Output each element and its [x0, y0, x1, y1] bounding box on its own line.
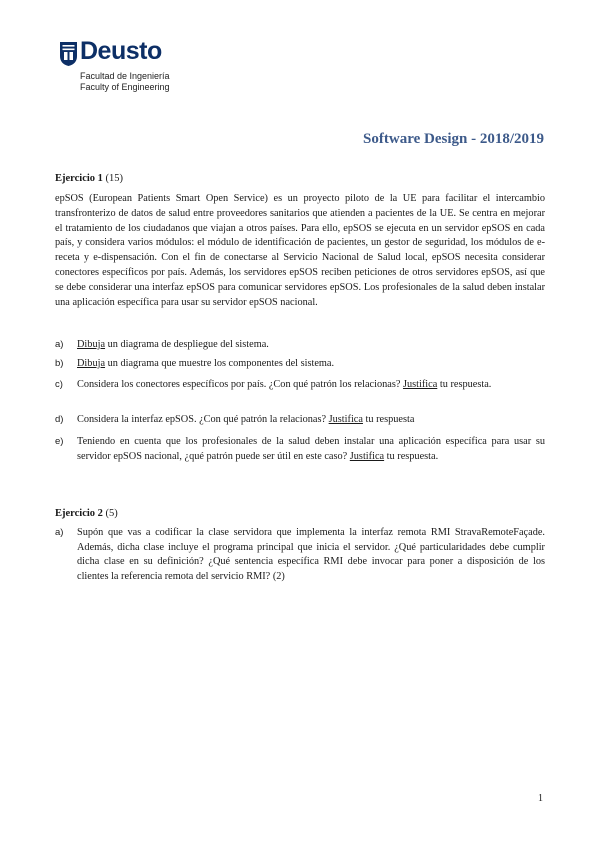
item-text: Supón que vas a codificar la clase servidora que implementa la interfaz remota RMI StravaRemoteFaçade. Además, dicha clase incluye el programa principal que inicia el servidor. ¿Qué particularidades debe cumplir dicha clase en su definición? ¿Qué sentencia específica RMI debe invocar para poner a disposición de los clientes la referencia remota del servicio RMI? (2) — [77, 527, 545, 582]
item-label: a) — [55, 527, 64, 538]
logo-subtitle-es: Facultad de Ingeniería — [80, 71, 170, 81]
item-text — [77, 338, 545, 353]
exercise-2-points: (5) — [105, 508, 118, 519]
item-text — [77, 357, 545, 372]
item-text-start: Considera los conectores específicos por país. ¿Con qué patrón los relacionas? — [77, 379, 403, 390]
exercise-1-statement: epSOS (European Patients Smart Open Service) es un proyecto piloto de la UE para facilitar el intercambio transfronterizo de datos de salud entre proveedores sanitarios que atienden a pacientes de la UE. Se centra en mejorar el tratamiento de los ciudadanos que viajan a otros países. Para ello, epSOS se ejecuta en un servidor epSOS en cada país, y considera varios módulos: el módulo de identificación de pacientes, un gestor de seguridad, los módulos de e-receta y e-dispensación. Con el fin de conectarse al Servicio Nacional de Salud local, epSOS necesita considerar conectores específicos por país. Además, los servidores epSOS reciben peticiones de otros servidores epSOS, así que se debe considerar una interfaz epSOS para comunicar servidores epSOS. Los profesionales de la salud deben instalar una aplicación específica para usar su servidor epSOS nacional. — [55, 193, 545, 308]
exercise-2-title: Ejercicio 2 — [55, 508, 103, 519]
item-text-rest: un diagrama de despliegue del sistema. — [105, 339, 269, 350]
exercise-1-item-a — [55, 338, 545, 353]
exercise-1-item-c — [55, 378, 545, 393]
item-label: d) — [55, 414, 64, 425]
item-label: e) — [55, 436, 64, 447]
item-keyword: Justifica — [349, 450, 385, 462]
item-keyword: Dibuja — [77, 358, 106, 369]
item-text-rest: un diagrama que muestre los componentes del sistema. — [105, 358, 335, 369]
exercise-2-heading — [55, 508, 118, 519]
exercise-1-heading — [55, 173, 123, 184]
exercise-2-item-a — [55, 526, 545, 584]
item-label: b) — [55, 358, 64, 369]
exercise-1-item-d — [55, 413, 545, 428]
item-label: a) — [55, 339, 64, 350]
item-text-rest: tu respuesta — [362, 414, 415, 425]
page-number: 1 — [538, 793, 543, 804]
exercise-1-points: (15) — [105, 173, 124, 184]
exercise-1-item-e — [55, 435, 545, 464]
exercise-1-title: Ejercicio 1 — [55, 173, 103, 184]
exercise-1-item-b — [55, 357, 545, 372]
deusto-logo — [60, 37, 260, 96]
item-text-rest: tu respuesta. — [437, 379, 492, 390]
item-label: c) — [55, 379, 63, 390]
item-text-start: Teniendo en cuenta que los profesionales de la salud deben instalar una aplicación específica para usar su servidor epSOS nacional, ¿qué patrón puede ser útil en este caso? — [77, 436, 545, 462]
item-keyword: Justifica — [328, 414, 363, 425]
item-text — [77, 413, 545, 428]
item-keyword: Justifica — [402, 379, 438, 390]
item-text — [77, 378, 545, 393]
deusto-shield-icon — [60, 42, 77, 66]
item-text-start: Considera la interfaz epSOS. ¿Con qué patrón la relacionas? — [77, 414, 329, 425]
item-text-rest: tu respuesta. — [384, 450, 439, 462]
logo-wordmark: Deusto — [80, 37, 162, 65]
item-keyword: Dibuja — [77, 339, 106, 350]
document-title: Software Design - 2018/2019 — [363, 131, 544, 147]
logo-subtitle-en: Faculty of Engineering — [80, 82, 170, 92]
item-text — [77, 435, 545, 464]
